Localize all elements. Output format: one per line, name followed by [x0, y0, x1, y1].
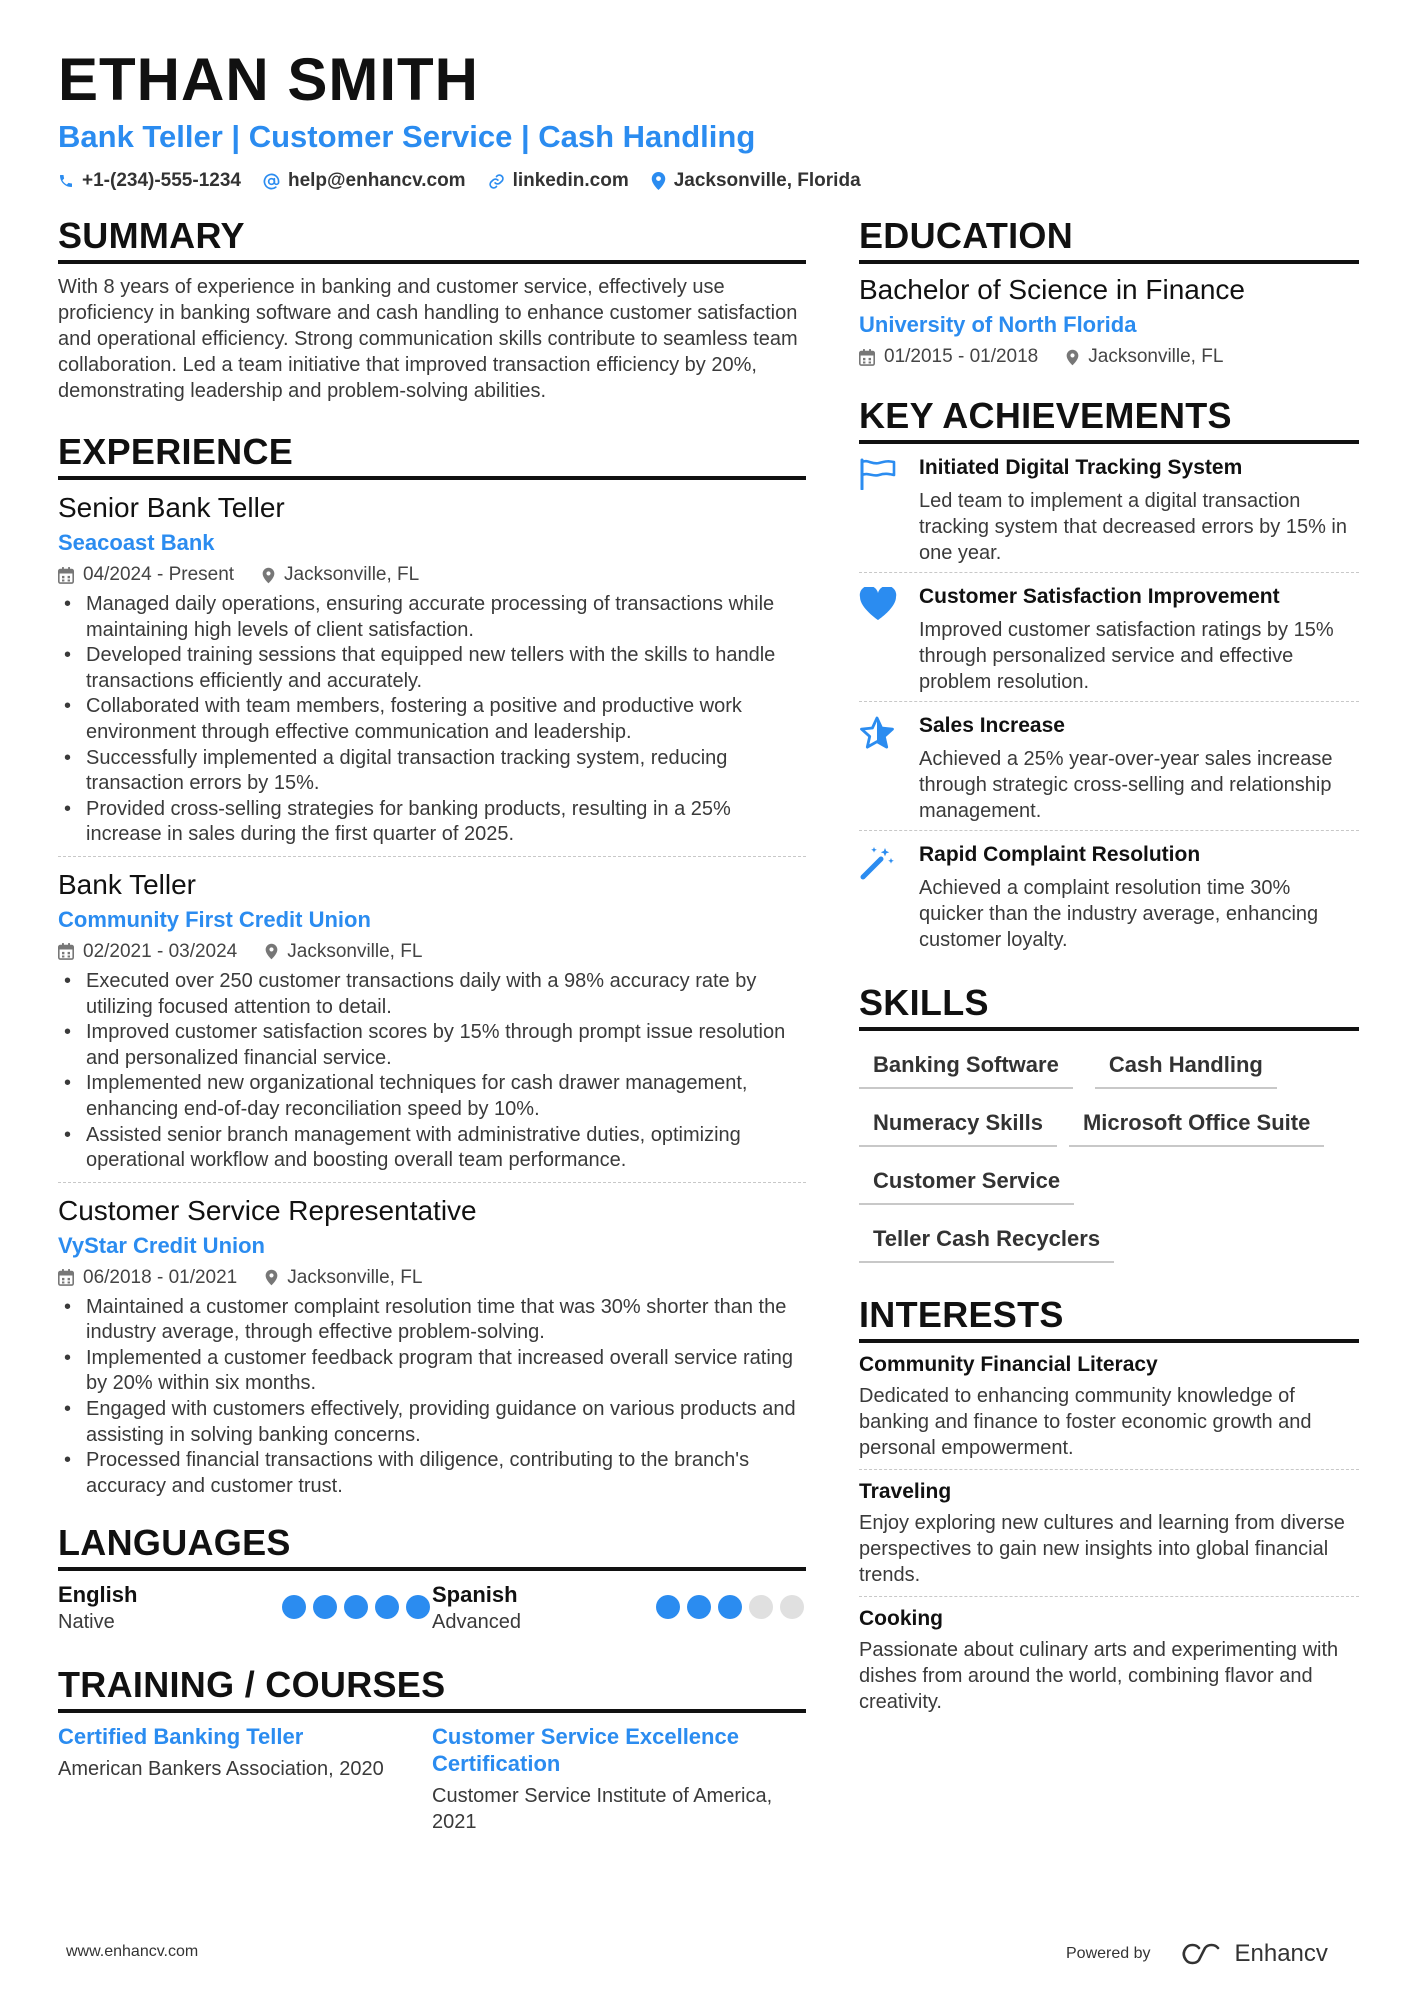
experience-item [58, 1183, 806, 1508]
rating-dot-filled [718, 1595, 742, 1619]
bullet-item: • Executed over 250 customer transactions daily with a 98% accuracy rate by utilizing focused attention to detail. [58, 969, 806, 1020]
dates-text: 06/2018 - 01/2021 [83, 1266, 238, 1288]
bullet-item: • Assisted senior branch management with administrative duties, optimizing operational workflow and boosting overall team performance. [58, 1123, 806, 1174]
interest-item [859, 1597, 1359, 1723]
job-location [265, 1265, 422, 1291]
company-name[interactable]: Community First Credit Union [58, 906, 371, 932]
job-title: Bank Teller [58, 868, 197, 900]
linkedin-text: linkedin.com [512, 170, 629, 191]
interest-title: Traveling [859, 1480, 952, 1503]
job-title: Customer Service Representative [58, 1194, 477, 1226]
summary-heading: SUMMARY [58, 214, 806, 264]
phone-icon [58, 173, 74, 189]
school-name[interactable]: University of North Florida [859, 312, 1137, 337]
language-rating [656, 1595, 804, 1619]
achievement-title: Sales Increase [919, 714, 1065, 737]
skills-list [859, 1045, 1359, 1263]
interest-item [859, 1343, 1359, 1470]
job-meta [58, 1265, 806, 1291]
language-level: Advanced [432, 1611, 521, 1634]
location-pin-icon [265, 943, 278, 960]
magic-wand-icon [859, 841, 919, 953]
training-org: Customer Service Institute of America, 2021 [432, 1785, 773, 1834]
achievement-title: Customer Satisfaction Improvement [919, 585, 1280, 608]
dates-text: 01/2015 - 01/2018 [884, 346, 1039, 367]
dates-text: 04/2024 - Present [83, 564, 235, 585]
location-text: Jacksonville, Florida [673, 170, 861, 191]
experience-item [58, 857, 806, 1183]
bullet-item: • Managed daily operations, ensuring accurate processing of transactions while maintaining high levels of client satisfaction. [58, 592, 806, 643]
bullet-item: • Successfully implemented a digital transaction tracking system, reducing transaction errors by 15%. [58, 746, 806, 797]
location-pin-icon [651, 172, 666, 190]
achievement-desc: Improved customer satisfaction ratings by 15% through personalized service and effective problem resolution. [919, 619, 1334, 693]
bullet-list [58, 969, 806, 1174]
bullet-list [58, 1295, 806, 1500]
bullet-item: • Implemented new organizational techniques for cash drawer management, enhancing end-of-day reconciliation speed by 10%. [58, 1071, 806, 1122]
training-item [58, 1723, 432, 1835]
brand-logo[interactable] [1179, 1940, 1328, 1968]
bullet-item: • Engaged with customers effectively, providing guidance on various products and assisting in solving banking concerns. [58, 1397, 806, 1448]
language-rating [282, 1595, 430, 1619]
languages-heading: LANGUAGES [58, 1521, 806, 1571]
achievement-desc: Achieved a 25% year-over-year sales increase through strategic cross-selling and relationship management. [919, 748, 1333, 822]
interest-title: Cooking [859, 1607, 943, 1630]
contact-phone[interactable] [58, 168, 241, 194]
rating-dot-filled [344, 1595, 368, 1619]
training-title[interactable]: Certified Banking Teller [58, 1724, 304, 1750]
skill-tag: Customer Service [859, 1161, 1074, 1205]
summary-section [58, 214, 806, 404]
training-title[interactable]: Customer Service Excellence Certification [432, 1724, 739, 1777]
star-icon [859, 712, 919, 824]
experience-heading: EXPERIENCE [58, 430, 806, 480]
training-item [432, 1723, 806, 1835]
degree: Bachelor of Science in Finance [859, 274, 1245, 305]
language-level: Native [58, 1611, 115, 1634]
languages-row [58, 1581, 806, 1635]
job-meta [58, 939, 806, 965]
achievement-item [859, 702, 1359, 831]
skill-tag: Microsoft Office Suite [1069, 1103, 1324, 1147]
achievement-desc: Led team to implement a digital transaction tracking system that decreased errors by 15% in one year. [919, 490, 1347, 564]
experience-item [58, 480, 806, 857]
education-heading: EDUCATION [859, 214, 1359, 264]
languages-section [58, 1521, 806, 1635]
job-dates [58, 1265, 237, 1291]
achievement-item [859, 573, 1359, 702]
location-pin-icon [1066, 349, 1079, 366]
location-pin-icon [262, 567, 275, 584]
bullet-item: • Maintained a customer complaint resolution time that was 30% shorter than the industry average, through effective problem-solving. [58, 1295, 806, 1346]
calendar-icon [58, 1269, 74, 1286]
bullet-item: • Developed training sessions that equipped new tellers with the skills to handle transactions efficiently and accurately. [58, 643, 806, 694]
education-meta [859, 344, 1359, 370]
interest-title: Community Financial Literacy [859, 1353, 1158, 1376]
job-location [262, 562, 419, 588]
right-column [859, 214, 1359, 1723]
achievement-desc: Achieved a complaint resolution time 30% quicker than the industry average, enhancing customer loyalty. [919, 877, 1319, 951]
bullet-item: • Provided cross-selling strategies for banking products, resulting in a 25% increase in sales during the first quarter of 2025. [58, 797, 806, 848]
company-name[interactable]: Seacoast Bank [58, 530, 215, 555]
enhancv-logo-icon [1179, 1942, 1225, 1966]
brand-name: Enhancv [1234, 1940, 1328, 1967]
bullet-item: • Collaborated with team members, fostering a positive and productive work environment through effective communication and leadership. [58, 694, 806, 745]
location-text: Jacksonville, FL [284, 564, 420, 585]
education-dates [859, 344, 1038, 370]
contact-email[interactable] [263, 168, 466, 194]
company-name[interactable]: VyStar Credit Union [58, 1232, 265, 1258]
rating-dot-filled [313, 1595, 337, 1619]
skills-section [859, 981, 1359, 1263]
phone-text: +1-(234)-555-1234 [82, 170, 241, 191]
skill-tag: Cash Handling [1095, 1045, 1277, 1089]
location-text: Jacksonville, FL [287, 940, 423, 962]
achievements-section [859, 394, 1359, 959]
summary-text: With 8 years of experience in banking and customer service, effectively use proficiency in banking software and cash handling to enhance customer satisfaction and operational efficiency. Strong communication skills contribute to seamless team collaboration. Led a team initiative that improved transaction efficiency by 20%, demonstrating leadership and problem-solving abilities. [58, 276, 798, 402]
interests-heading: INTERESTS [859, 1293, 1359, 1343]
skill-tag: Banking Software [859, 1045, 1073, 1089]
experience-section [58, 430, 806, 1507]
contact-linkedin[interactable] [488, 168, 629, 194]
rating-dot-filled [282, 1595, 306, 1619]
location-text: Jacksonville, FL [287, 1266, 423, 1288]
bullet-item: • Improved customer satisfaction scores by 15% through prompt issue resolution and personalized financial service. [58, 1020, 806, 1071]
candidate-name: ETHAN SMITH [58, 46, 479, 113]
interests-section [859, 1293, 1359, 1723]
education-location [1066, 344, 1223, 370]
language-item [58, 1581, 432, 1635]
training-org: American Bankers Association, 2020 [58, 1758, 384, 1781]
interest-item [859, 1470, 1359, 1597]
calendar-icon [859, 349, 875, 366]
job-dates [58, 562, 234, 588]
left-column [58, 214, 806, 1835]
achievement-title: Rapid Complaint Resolution [919, 843, 1201, 866]
job-location [265, 939, 422, 965]
training-row [58, 1723, 806, 1835]
footer-url[interactable]: www.enhancv.com [66, 1943, 199, 1960]
achievements-heading: KEY ACHIEVEMENTS [859, 394, 1359, 444]
rating-dot-empty [780, 1595, 804, 1619]
interest-desc: Dedicated to enhancing community knowledge of banking and finance to foster economic growth and personal empowerment. [859, 1385, 1312, 1459]
footer-powered [1066, 1940, 1328, 1968]
contact-bar [58, 168, 861, 194]
powered-by-text: Powered by [1066, 1945, 1151, 1962]
skill-tag: Teller Cash Recyclers [859, 1219, 1114, 1263]
training-section [58, 1663, 806, 1835]
email-text: help@enhancv.com [287, 170, 466, 191]
contact-location [651, 168, 861, 194]
education-section [859, 214, 1359, 370]
job-dates [58, 939, 237, 965]
interest-desc: Enjoy exploring new cultures and learning from diverse perspectives to gain new insights into global financial trends. [859, 1512, 1345, 1586]
bullet-list [58, 592, 806, 848]
calendar-icon [58, 567, 74, 584]
rating-dot-filled [656, 1595, 680, 1619]
dates-text: 02/2021 - 03/2024 [83, 940, 238, 962]
rating-dot-filled [687, 1595, 711, 1619]
language-item [432, 1581, 806, 1635]
bullet-item: • Implemented a customer feedback program that increased overall service rating by 20% within six months. [58, 1346, 806, 1397]
rating-dot-filled [406, 1595, 430, 1619]
at-icon [263, 173, 280, 190]
calendar-icon [58, 943, 74, 960]
achievement-item [859, 444, 1359, 573]
job-meta [58, 562, 806, 588]
job-title: Senior Bank Teller [58, 492, 285, 523]
headline: Bank Teller | Customer Service | Cash Handling [58, 119, 756, 154]
language-name: Spanish [432, 1582, 518, 1608]
link-icon [488, 173, 505, 190]
flag-icon [859, 454, 919, 566]
skills-heading: SKILLS [859, 981, 1359, 1031]
skill-tag: Numeracy Skills [859, 1103, 1057, 1147]
achievement-item [859, 831, 1359, 959]
interest-desc: Passionate about culinary arts and experimenting with dishes from around the world, combining flavor and creativity. [859, 1639, 1339, 1713]
training-heading: TRAINING / COURSES [58, 1663, 806, 1713]
language-name: English [58, 1582, 138, 1608]
rating-dot-filled [375, 1595, 399, 1619]
location-pin-icon [265, 1269, 278, 1286]
rating-dot-empty [749, 1595, 773, 1619]
heart-icon [859, 583, 919, 695]
achievement-title: Initiated Digital Tracking System [919, 456, 1243, 479]
location-text: Jacksonville, FL [1088, 346, 1224, 367]
bullet-item: • Processed financial transactions with diligence, contributing to the branch's accuracy and customer trust. [58, 1448, 806, 1499]
